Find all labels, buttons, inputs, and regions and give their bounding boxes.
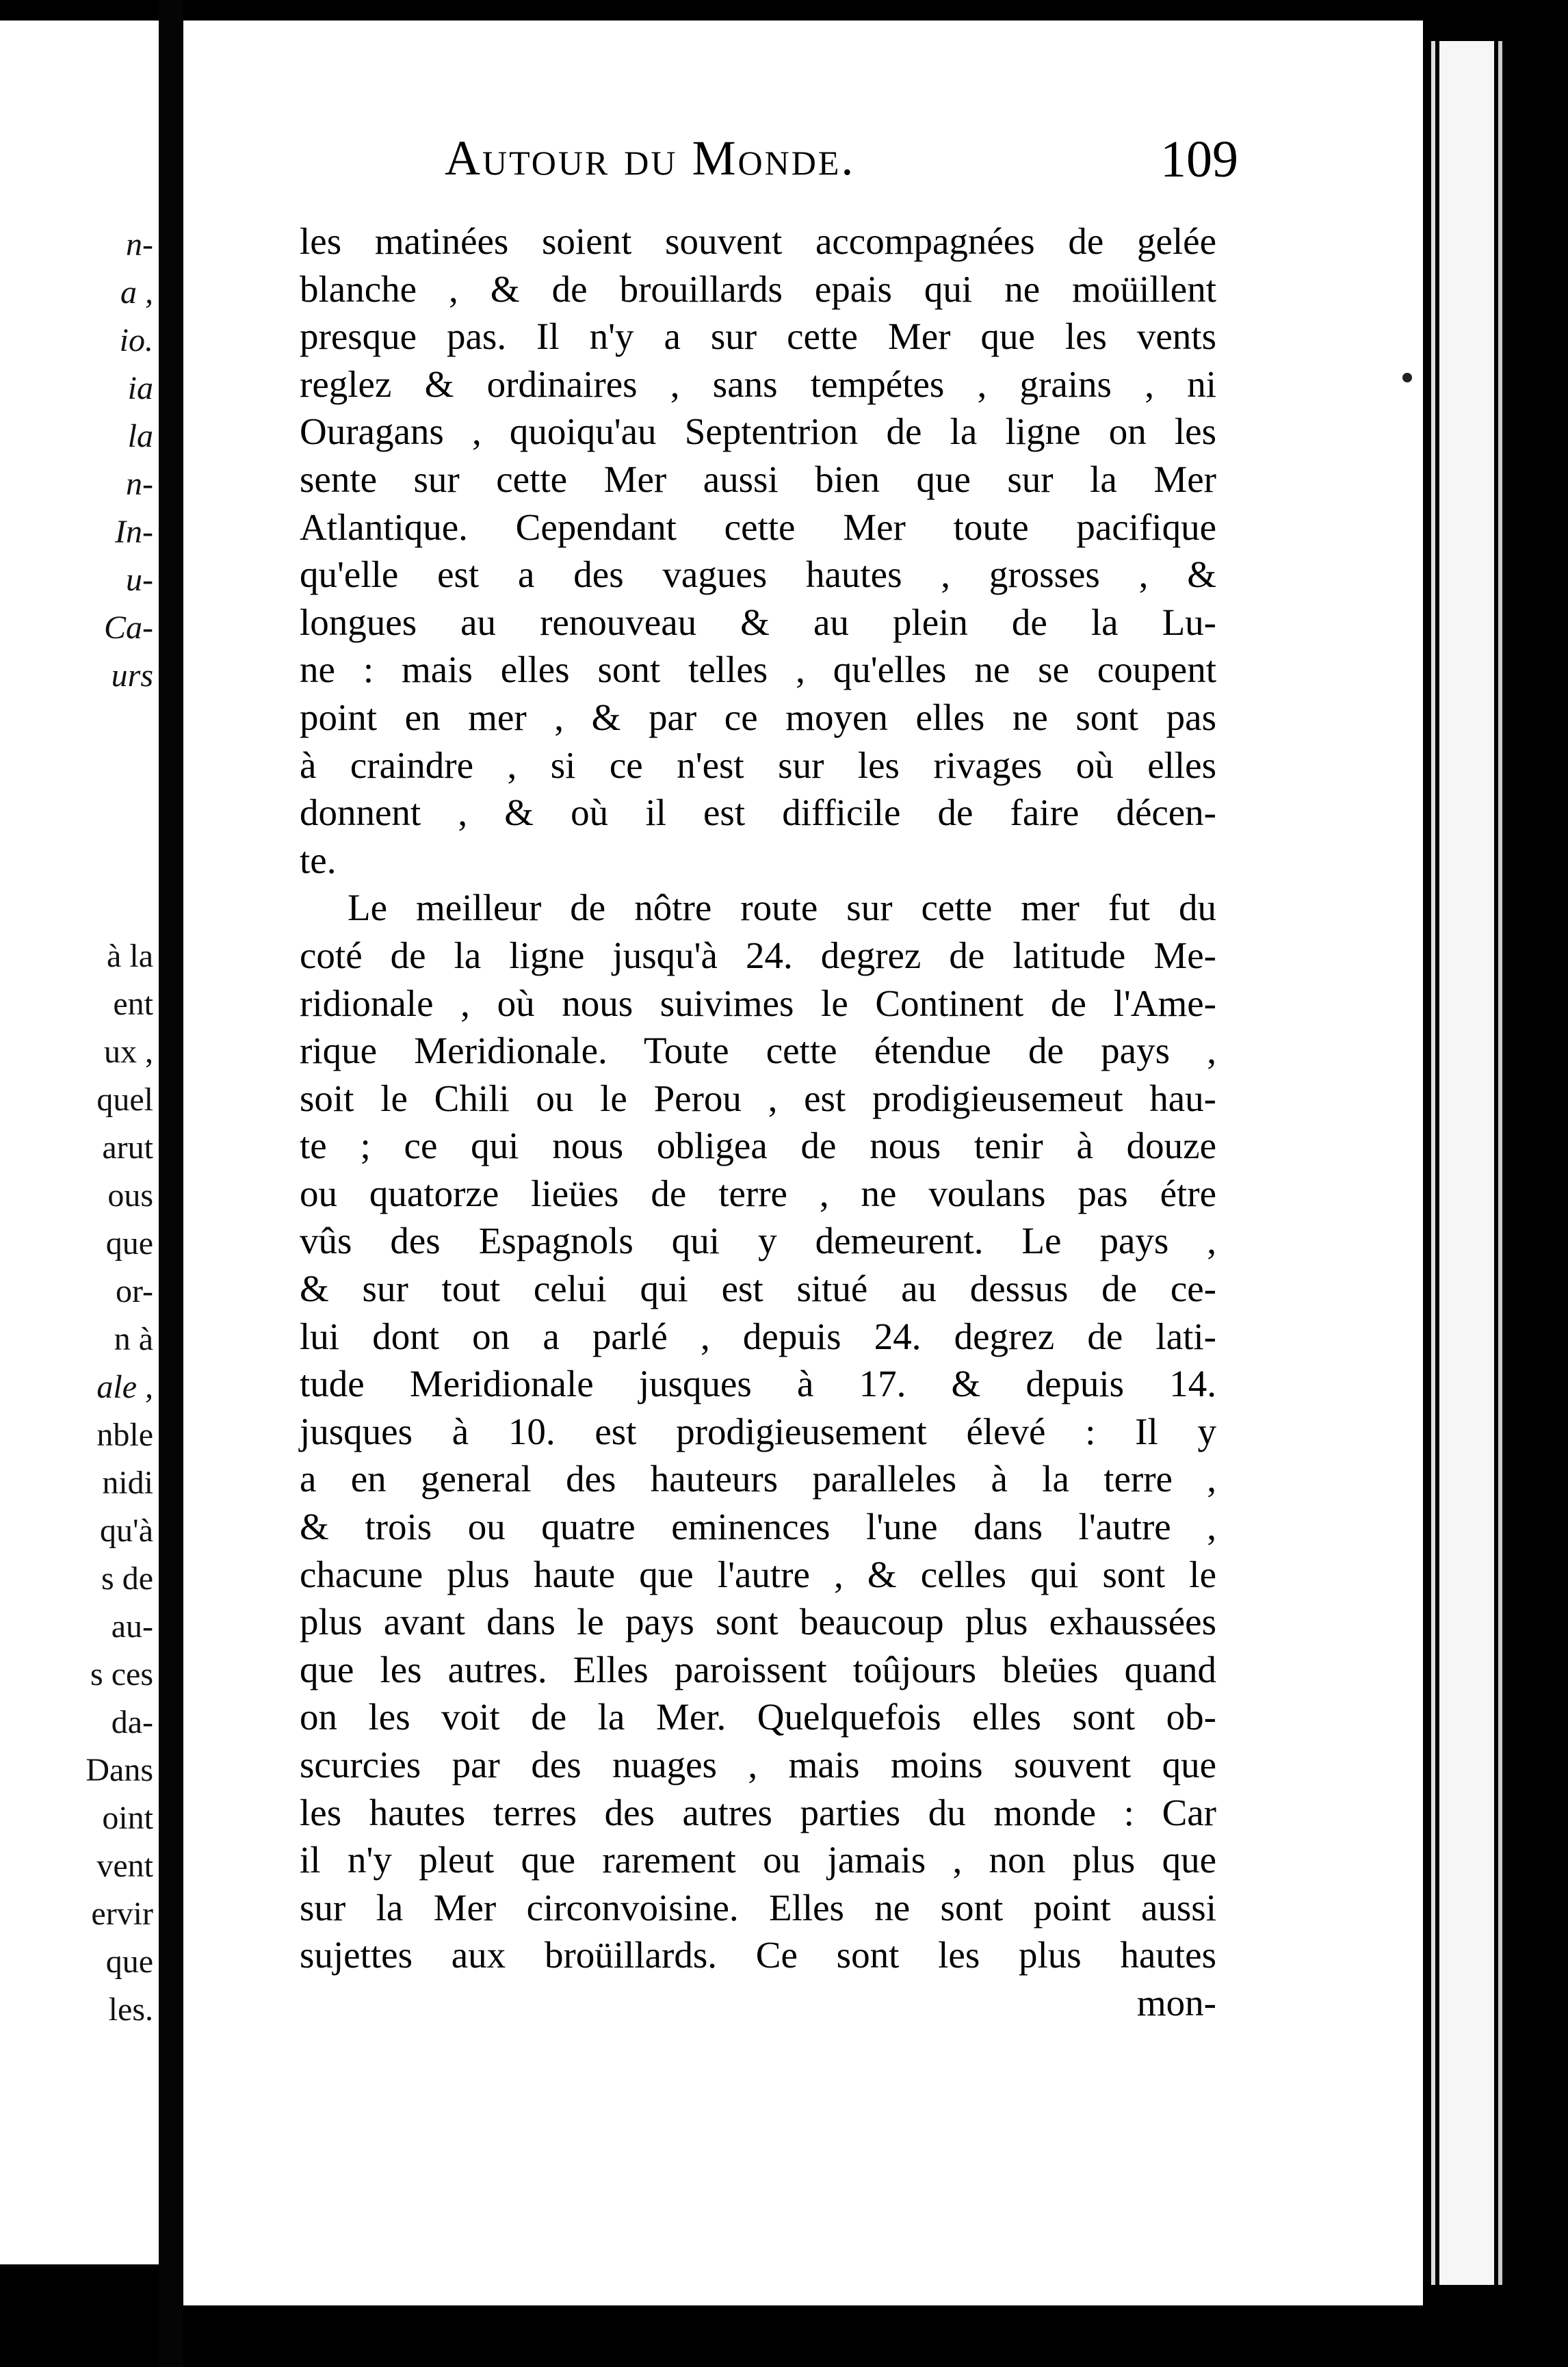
text-line: donnent , & où il est difficile de faire décen-: [300, 792, 1216, 834]
page-edge: [1439, 41, 1494, 2285]
binding-gutter: [159, 0, 183, 2367]
left-page-fragment: les.: [108, 1991, 153, 2028]
text-line: te ; ce qui nous obligea de nous tenir à douze: [300, 1125, 1216, 1167]
text-line: presque pas. Il n'y a sur cette Mer que les vents: [300, 315, 1216, 358]
text-line: que les autres. Elles paroissent toûjours bleües quand: [300, 1648, 1216, 1690]
text-line: chacune plus haute que l'autre , & celles qui sont le: [300, 1553, 1216, 1595]
left-page-fragment: ervir: [91, 1896, 153, 1932]
left-page-fragment: arut: [102, 1129, 153, 1166]
ink-spot: [1402, 373, 1412, 382]
left-page-fragment: io.: [119, 322, 153, 358]
text-line: ridionale , où nous suivimes le Continent de l'Ame-: [300, 982, 1216, 1024]
left-page-fragment: ux ,: [104, 1034, 153, 1070]
text-line: Ouragans , quoiqu'au Septentrion de la ligne on les: [300, 410, 1216, 453]
text-line: Atlantique. Cependant cette Mer toute pacifique: [300, 506, 1216, 548]
left-page-fragment: ale ,: [96, 1369, 153, 1405]
left-page-fragment: a ,: [120, 274, 153, 311]
text-line: sur la Mer circonvoisine. Elles ne sont point aussi: [300, 1886, 1216, 1928]
left-page-fragment: qu'à: [100, 1513, 153, 1549]
text-line: te.: [300, 839, 337, 881]
left-page-fragment: vent: [96, 1848, 153, 1884]
left-page-fragment: que: [105, 1944, 153, 1980]
text-line: il n'y pleut que rarement ou jamais , non plus que: [300, 1839, 1216, 1881]
text-line: longues au renouveau & au plein de la Lu-: [300, 601, 1216, 643]
left-page-fragment: ent: [113, 986, 153, 1022]
left-page-fragment: nble: [96, 1417, 153, 1453]
text-line: à craindre , si ce n'est sur les rivages où elles: [300, 744, 1216, 786]
left-page-fragment: or-: [115, 1273, 153, 1309]
left-page-fragment: da-: [111, 1704, 153, 1740]
text-line: lui dont on a parlé , depuis 24. degrez de lati-: [300, 1315, 1216, 1357]
left-page-fragment: nidi: [102, 1465, 153, 1501]
left-page-fragment: n-: [126, 226, 153, 263]
text-line: Le meilleur de nôtre route sur cette mer fut du: [348, 887, 1216, 929]
text-line: tude Meridionale jusques à 17. & depuis 14.: [300, 1363, 1216, 1405]
text-line: les hautes terres des autres parties du monde : Car: [300, 1791, 1216, 1833]
left-facing-page: [0, 21, 159, 2264]
text-line: plus avant dans le pays sont beaucoup plus exhaussées: [300, 1601, 1216, 1643]
text-line: coté de la ligne jusqu'à 24. degrez de latitude Me-: [300, 934, 1216, 976]
running-head: [260, 130, 1238, 205]
left-page-fragment: s ces: [90, 1656, 153, 1692]
left-page-fragment: Ca-: [104, 610, 153, 646]
left-page-fragment: à la: [107, 938, 153, 974]
left-page-fragment: oint: [102, 1800, 153, 1836]
running-head-title: Autour du Monde.: [445, 131, 856, 185]
left-page-fragment: u-: [126, 562, 153, 598]
left-page-fragment: que: [105, 1225, 153, 1261]
left-page-fragment: ous: [107, 1177, 153, 1214]
left-page-fragment: Dans: [86, 1752, 153, 1788]
text-line: on les voit de la Mer. Quelquefois elles sont ob-: [300, 1696, 1216, 1738]
left-page-fragment: n à: [114, 1321, 153, 1357]
text-line: a en general des hauteurs paralleles à la terre ,: [300, 1458, 1216, 1500]
left-page-fragment: urs: [111, 657, 153, 694]
text-line: jusques à 10. est prodigieusement élevé : Il y: [300, 1410, 1216, 1452]
text-line: point en mer , & par ce moyen elles ne sont pas: [300, 696, 1216, 738]
text-line: rique Meridionale. Toute cette étendue de pays ,: [300, 1030, 1216, 1072]
left-page-fragment: ia: [127, 370, 153, 406]
left-page-fragment: la: [127, 418, 153, 454]
body-text: [300, 218, 1216, 2027]
text-line: soit le Chili ou le Perou , est prodigieusemeut hau-: [300, 1077, 1216, 1119]
text-line: qu'elle est a des vagues hautes , grosses , &: [300, 553, 1216, 596]
text-line: & trois ou quatre eminences l'une dans l'autre ,: [300, 1506, 1216, 1548]
page-edge: [1431, 41, 1435, 2285]
text-line: ne : mais elles sont telles , qu'elles ne se coupent: [300, 649, 1216, 691]
left-page-fragment: quel: [96, 1082, 153, 1118]
text-line: scurcies par des nuages , mais moins souvent que: [300, 1744, 1216, 1786]
text-line: ou quatorze lieües de terre , ne voulans pas étre: [300, 1172, 1216, 1214]
text-line: blanche , & de brouillards epais qui ne moüillent: [300, 267, 1216, 310]
catchword: mon-: [1136, 1981, 1216, 2024]
page-number: 109: [1160, 131, 1238, 188]
text-line: & sur tout celui qui est situé au dessus de ce-: [300, 1268, 1216, 1310]
left-page-fragment: n-: [126, 466, 153, 502]
text-line: reglez & ordinaires , sans tempétes , grains , ni: [300, 363, 1216, 405]
left-page-fragment: In-: [115, 514, 153, 550]
text-line: sente sur cette Mer aussi bien que sur la Mer: [300, 458, 1216, 500]
left-page-fragment: au-: [111, 1608, 153, 1645]
text-line: les matinées soient souvent accompagnées de gelée: [300, 220, 1216, 262]
text-line: sujettes aux broüillards. Ce sont les plus hautes: [300, 1934, 1216, 1976]
text-line: vûs des Espagnols qui y demeurent. Le pays ,: [300, 1220, 1216, 1262]
left-page-fragment: s de: [101, 1560, 153, 1597]
page-edge: [1498, 41, 1502, 2285]
